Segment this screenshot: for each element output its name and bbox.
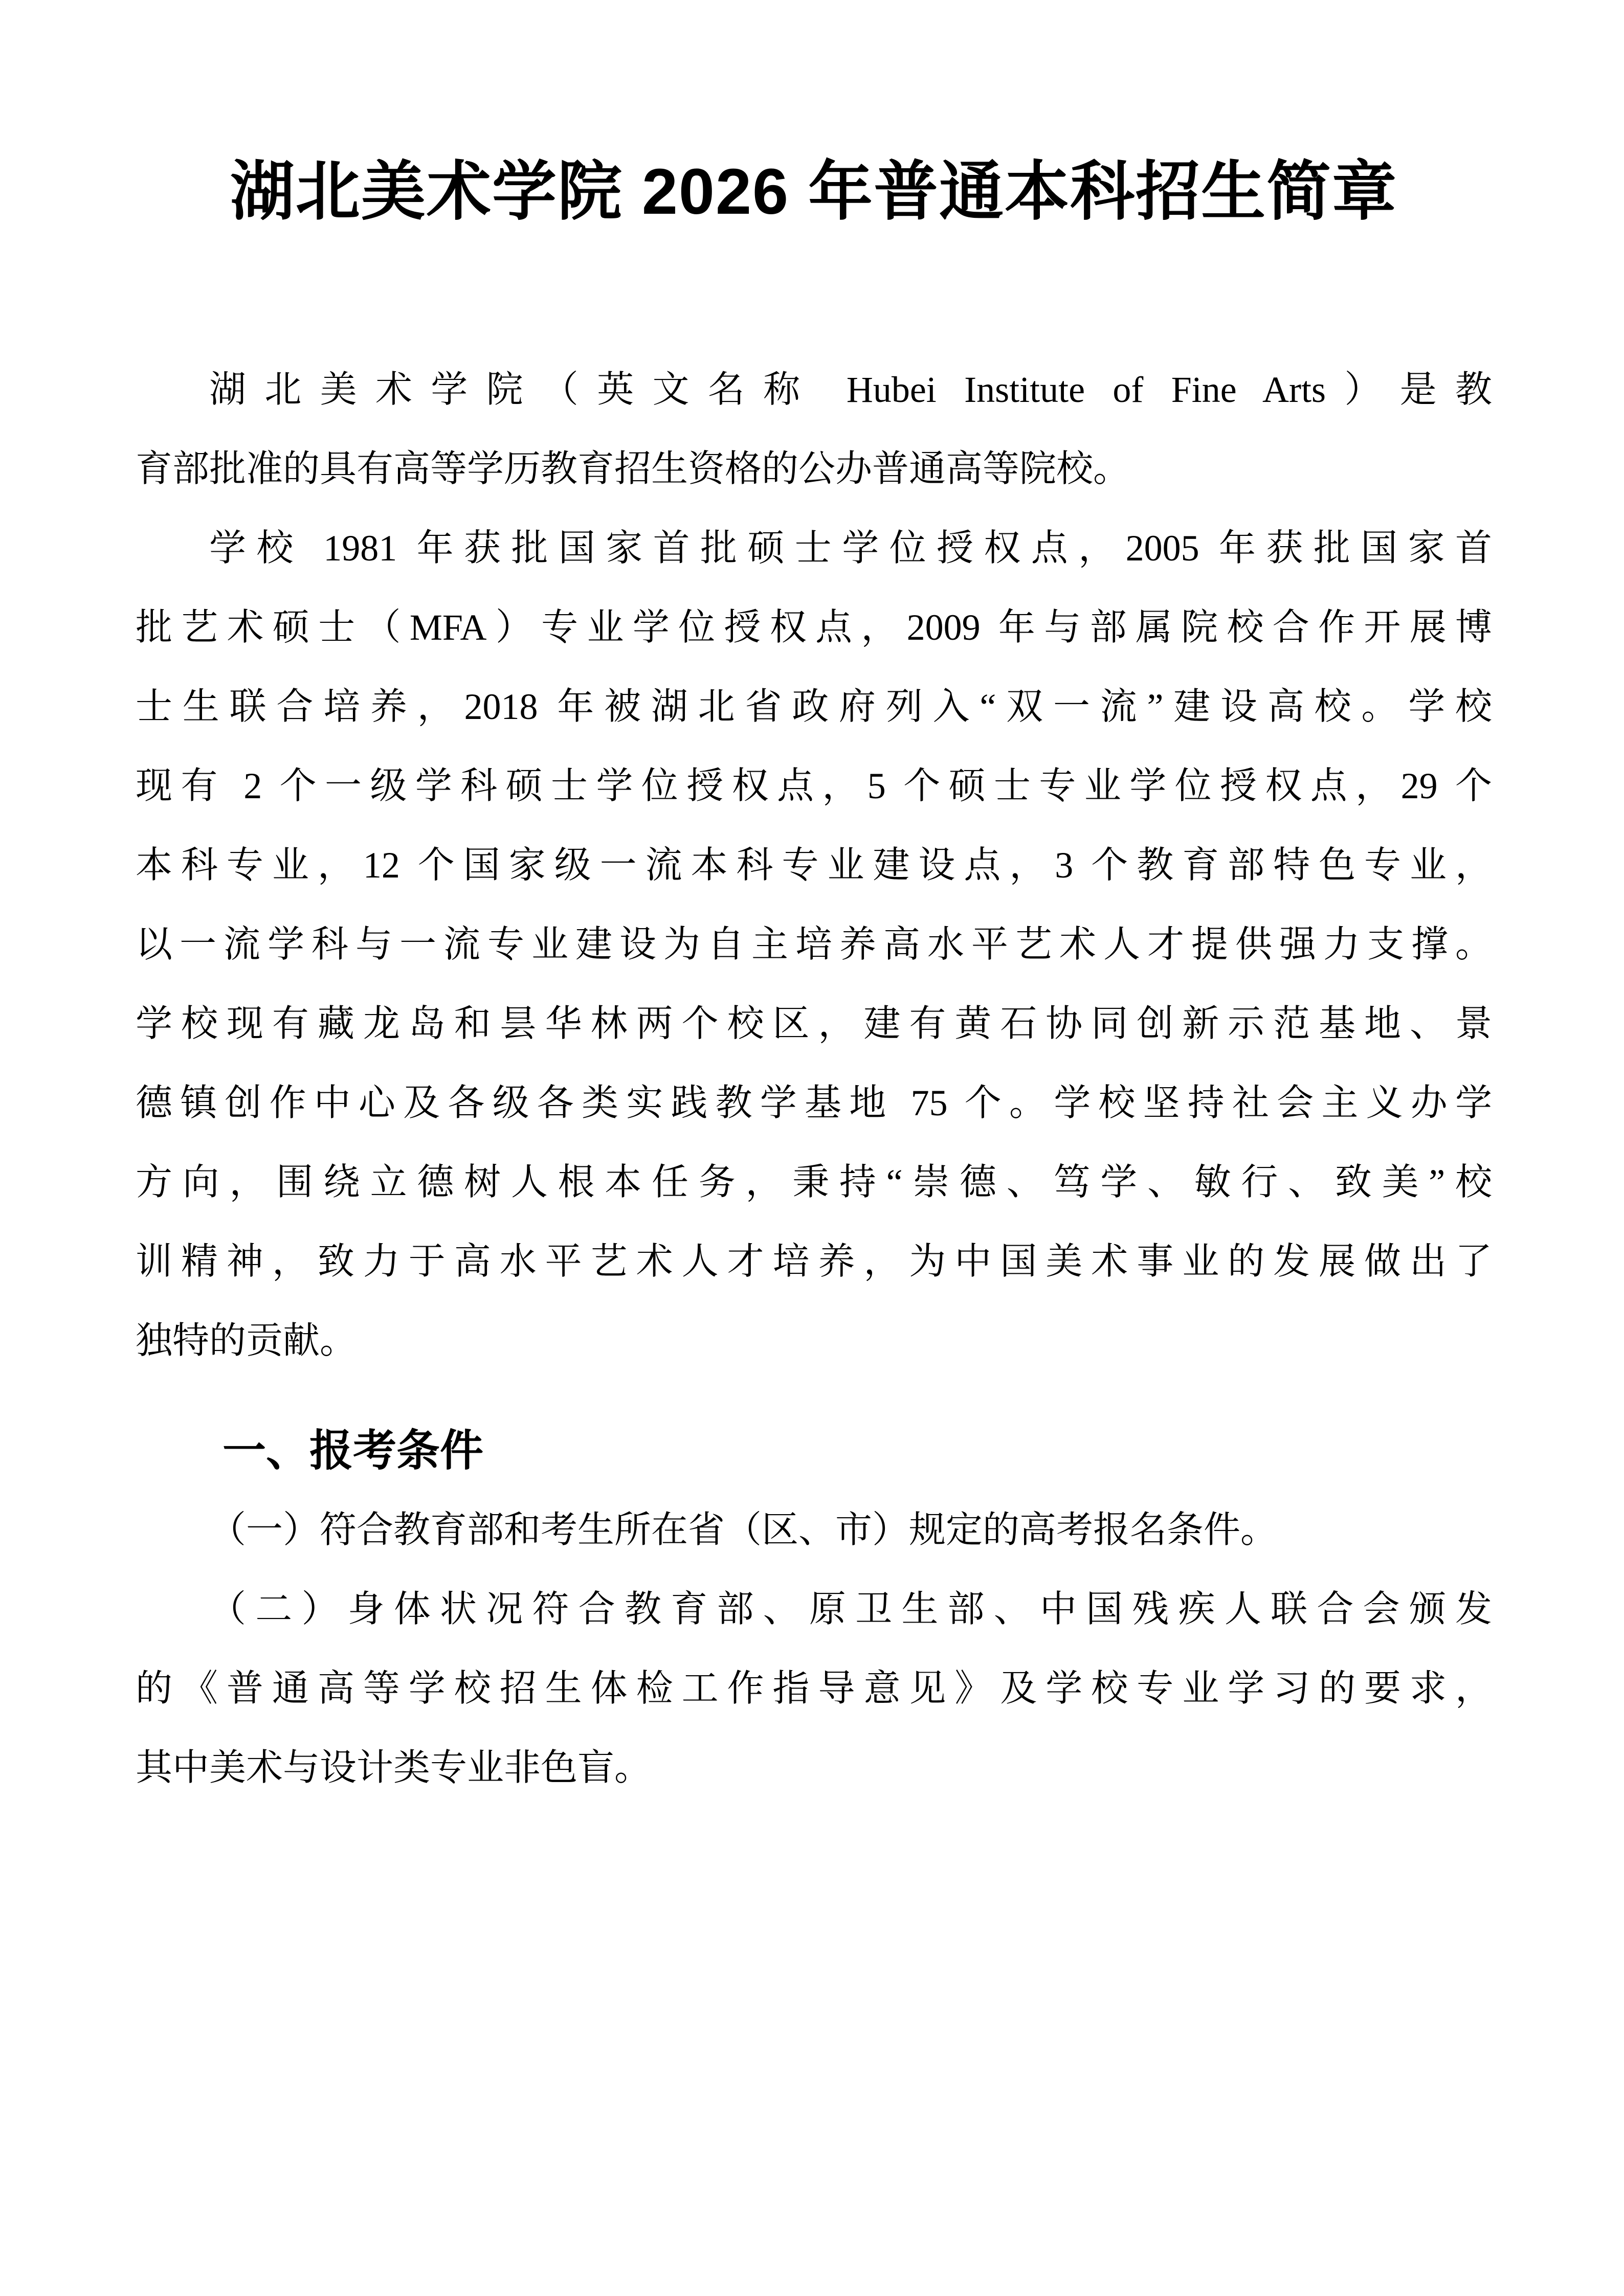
paragraph-line: 学校 1981 年获批国家首批硕士学位授权点，2005 年获批国家首 xyxy=(209,528,1492,569)
paragraph-line: 的《普通高等学校招生体检工作指导意见》及学校专业学习的要求， xyxy=(136,1668,1492,1709)
requirement-item-1 xyxy=(136,1491,1492,1570)
paragraph-line: 育部批准的具有高等学历教育招生资格的公办普通高等院校。 xyxy=(136,448,1130,489)
paragraph-line: 现有 2 个一级学科硕士学位授权点，5 个硕士专业学位授权点，29 个 xyxy=(136,766,1492,806)
paragraph-line: 其中美术与设计类专业非色盲。 xyxy=(136,1747,652,1788)
section-heading-application-requirements: 一、报考条件 xyxy=(223,1427,484,1475)
paragraph-line: 训精神，致力于高水平艺术人才培养，为中国美术事业的发展做出了 xyxy=(136,1241,1492,1282)
paragraph-line: （二）身体状况符合教育部、原卫生部、中国残疾人联合会颁发 xyxy=(209,1589,1492,1630)
paragraph-line: 德镇创作中心及各级各类实践教学基地 75 个。学校坚持社会主义办学 xyxy=(136,1083,1492,1123)
paragraph-line: （一）符合教育部和考生所在省（区、市）规定的高考报名条件。 xyxy=(209,1510,1278,1550)
paragraph-line: 学校现有藏龙岛和昙华林两个校区，建有黄石协同创新示范基地、景 xyxy=(136,1003,1492,1044)
requirement-item-2 xyxy=(136,1570,1492,1808)
paragraph-line: 批艺术硕士（MFA）专业学位授权点，2009 年与部属院校合作开展博 xyxy=(136,607,1492,648)
intro-paragraph-1 xyxy=(136,350,1492,509)
intro-paragraph-2 xyxy=(136,509,1492,1381)
paragraph-line: 独特的贡献。 xyxy=(136,1320,357,1361)
paragraph-line: 士生联合培养，2018 年被湖北省政府列入“双一流”建设高校。学校 xyxy=(136,686,1492,727)
document-title: 湖北美术学院 2026 年普通本科招生简章 xyxy=(230,155,1398,228)
paragraph-line: 方向，围绕立德树人根本任务，秉持“崇德、笃学、敏行、致美”校 xyxy=(136,1162,1492,1203)
paragraph-line: 湖北美术学院（英文名称 Hubei Institute of Fine Arts）是教 xyxy=(209,369,1492,410)
paragraph-line: 本科专业，12 个国家级一流本科专业建设点，3 个教育部特色专业， xyxy=(136,845,1492,886)
paragraph-line: 以一流学科与一流专业建设为自主培养高水平艺术人才提供强力支撑。 xyxy=(136,924,1492,965)
document-body xyxy=(136,350,1492,1808)
